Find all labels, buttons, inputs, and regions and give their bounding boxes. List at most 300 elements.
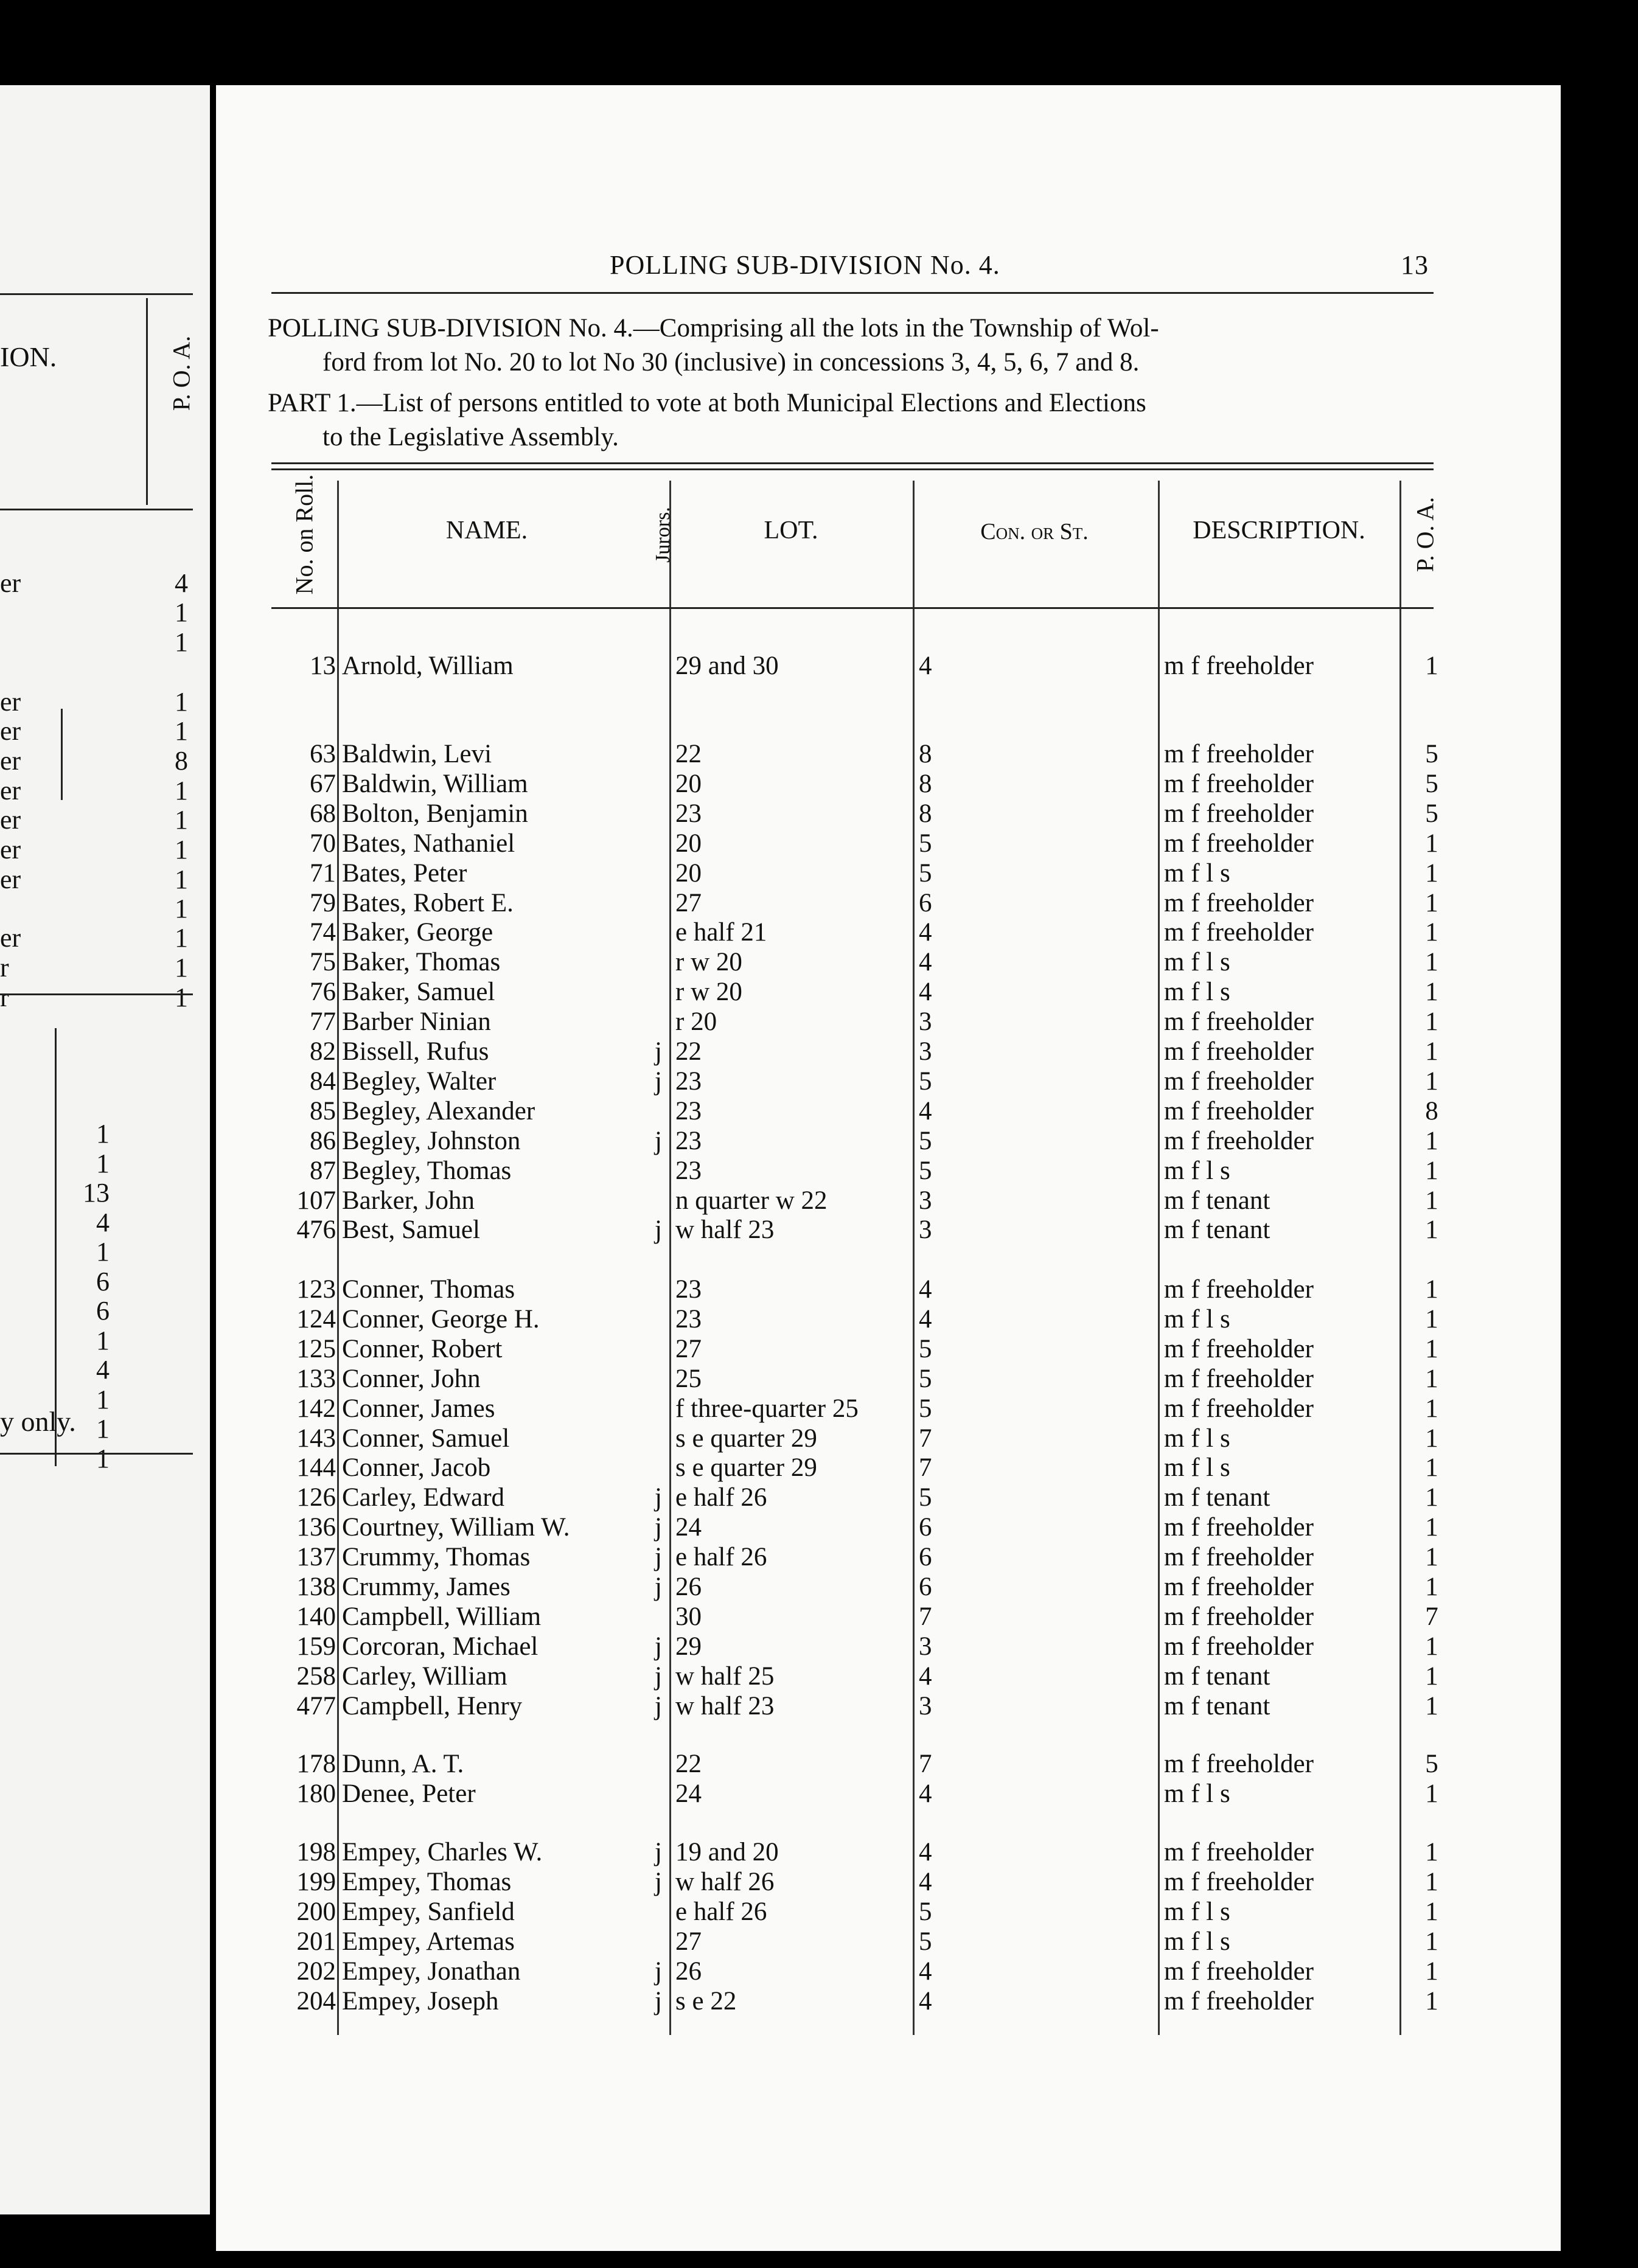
left-page-desc-fragment: er bbox=[0, 746, 21, 776]
left-page-poa-header: P. O. A. bbox=[167, 335, 195, 411]
voter-name: Conner, Robert bbox=[342, 1334, 503, 1363]
juror-mark: j bbox=[655, 1126, 662, 1155]
voter-name: Barker, John bbox=[342, 1186, 475, 1215]
left-page-poa-value: 1 bbox=[96, 1384, 110, 1414]
left-page-poa-value: 1 bbox=[175, 864, 188, 894]
concession-value: 6 bbox=[919, 888, 932, 917]
roll-number: 87 bbox=[310, 1156, 336, 1185]
description-value: m f l s bbox=[1164, 1927, 1230, 1956]
lot-value: 24 bbox=[675, 1779, 702, 1808]
lot-value: 23 bbox=[675, 1156, 702, 1185]
lot-value: 27 bbox=[675, 1927, 702, 1956]
voter-name: Denee, Peter bbox=[342, 1779, 476, 1808]
voter-name: Campbell, William bbox=[342, 1602, 542, 1631]
lot-value: r w 20 bbox=[675, 978, 742, 1007]
description-value: m f freeholder bbox=[1164, 1986, 1314, 2016]
voter-name: Conner, Thomas bbox=[342, 1275, 515, 1304]
poa-value: 1 bbox=[1425, 1986, 1438, 2016]
description-value: m f freeholder bbox=[1164, 1838, 1314, 1866]
concession-value: 5 bbox=[919, 1483, 932, 1512]
concession-value: 7 bbox=[919, 1750, 932, 1778]
concession-value: 7 bbox=[919, 1453, 932, 1483]
voter-name: Empey, Artemas bbox=[342, 1927, 515, 1956]
lot-value: s e quarter 29 bbox=[675, 1424, 817, 1453]
table-row bbox=[0, 917, 1638, 947]
table-row bbox=[0, 1037, 1638, 1066]
roll-number: 136 bbox=[296, 1513, 336, 1542]
roll-number: 13 bbox=[310, 652, 336, 680]
juror-mark: j bbox=[655, 1483, 662, 1512]
poa-value: 1 bbox=[1425, 1453, 1438, 1483]
roll-number: 180 bbox=[296, 1779, 336, 1808]
juror-mark: j bbox=[655, 1066, 662, 1096]
roll-number: 133 bbox=[296, 1364, 336, 1393]
voter-name: Campbell, Henry bbox=[342, 1691, 523, 1720]
table-row bbox=[0, 1897, 1638, 1927]
concession-value: 5 bbox=[919, 858, 932, 888]
lot-value: 27 bbox=[675, 888, 702, 917]
poa-value: 1 bbox=[1425, 1957, 1438, 1986]
left-page-poa-value: 1 bbox=[175, 776, 188, 805]
roll-number: 477 bbox=[296, 1691, 336, 1720]
poa-value: 1 bbox=[1425, 1007, 1438, 1037]
roll-number: 199 bbox=[296, 1867, 336, 1896]
part-line-2: to the Legislative Assembly. bbox=[322, 423, 619, 451]
table-row bbox=[0, 829, 1638, 858]
description-value: m f freeholder bbox=[1164, 1750, 1314, 1778]
concession-value: 7 bbox=[919, 1424, 932, 1453]
poa-value: 1 bbox=[1425, 1927, 1438, 1956]
voter-name: Carley, Edward bbox=[342, 1483, 505, 1512]
description-value: m f freeholder bbox=[1164, 1007, 1314, 1037]
left-page-poa-value: 1 bbox=[175, 627, 188, 657]
poa-value: 1 bbox=[1425, 1838, 1438, 1866]
description-value: m f freeholder bbox=[1164, 1513, 1314, 1542]
concession-value: 6 bbox=[919, 1513, 932, 1542]
poa-value: 1 bbox=[1425, 1779, 1438, 1808]
lot-value: 23 bbox=[675, 1304, 702, 1334]
table-row bbox=[0, 1483, 1638, 1512]
lot-value: 29 bbox=[675, 1632, 702, 1661]
table-row bbox=[0, 1542, 1638, 1572]
lot-value: 23 bbox=[675, 799, 702, 828]
table-row bbox=[0, 1334, 1638, 1364]
left-page-poa-value: 8 bbox=[175, 746, 188, 776]
description-value: m f freeholder bbox=[1164, 1334, 1314, 1363]
poa-value: 7 bbox=[1425, 1602, 1438, 1631]
lot-value: w half 25 bbox=[675, 1661, 775, 1691]
left-page-poa-value: 1 bbox=[175, 894, 188, 924]
lot-value: 22 bbox=[675, 1037, 702, 1066]
description-value: m f freeholder bbox=[1164, 769, 1314, 798]
concession-value: 6 bbox=[919, 1573, 932, 1601]
lot-value: n quarter w 22 bbox=[675, 1186, 828, 1215]
roll-number: 159 bbox=[296, 1632, 336, 1661]
voter-name: Conner, Samuel bbox=[342, 1424, 510, 1453]
table-row bbox=[0, 1572, 1638, 1602]
table-row bbox=[0, 1661, 1638, 1691]
poa-value: 1 bbox=[1425, 1897, 1438, 1926]
description-value: m f tenant bbox=[1164, 1216, 1270, 1245]
left-page-poa-value: 1 bbox=[175, 687, 188, 717]
left-page-desc-fragment: er bbox=[0, 805, 21, 835]
lot-value: 20 bbox=[675, 829, 702, 858]
voter-name: Bates, Nathaniel bbox=[342, 829, 515, 858]
voter-name: Arnold, William bbox=[342, 652, 514, 680]
voter-name: Empey, Joseph bbox=[342, 1986, 499, 2016]
poa-value: 1 bbox=[1425, 1334, 1438, 1363]
description-value: m f freeholder bbox=[1164, 829, 1314, 858]
roll-number: 123 bbox=[296, 1275, 336, 1304]
table-row bbox=[0, 799, 1638, 829]
left-page-poa-value: 1 bbox=[96, 1325, 110, 1355]
roll-number: 204 bbox=[296, 1986, 336, 2016]
poa-value: 1 bbox=[1425, 829, 1438, 858]
roll-number: 137 bbox=[296, 1543, 336, 1572]
poa-value: 1 bbox=[1425, 888, 1438, 917]
table-row bbox=[0, 1215, 1638, 1245]
table-row bbox=[0, 651, 1638, 681]
poa-value: 5 bbox=[1425, 799, 1438, 828]
concession-value: 3 bbox=[919, 1186, 932, 1215]
voter-name: Begley, Alexander bbox=[342, 1096, 535, 1125]
intro-line-2: ford from lot No. 20 to lot No 30 (inclusive) in concessions 3, 4, 5, 6, 7 and 8. bbox=[322, 348, 1140, 377]
concession-value: 4 bbox=[919, 1779, 932, 1808]
lot-value: 22 bbox=[675, 1750, 702, 1778]
voter-name: Baldwin, Levi bbox=[342, 740, 492, 768]
poa-value: 1 bbox=[1425, 1632, 1438, 1661]
roll-number: 138 bbox=[296, 1573, 336, 1601]
lot-value: 25 bbox=[675, 1364, 702, 1393]
running-head-title: POLLING SUB-DIVISION No. 4. bbox=[610, 250, 1000, 280]
left-page-poa-value: 6 bbox=[96, 1296, 110, 1326]
roll-number: 68 bbox=[310, 799, 336, 828]
left-page-desc-fragment: er bbox=[0, 568, 21, 598]
roll-number: 107 bbox=[296, 1186, 336, 1215]
lot-value: f three-quarter 25 bbox=[675, 1394, 859, 1423]
concession-value: 8 bbox=[919, 769, 932, 798]
voter-name: Barber Ninian bbox=[342, 1007, 491, 1037]
concession-value: 4 bbox=[919, 1661, 932, 1691]
header-description: DESCRIPTION. bbox=[1193, 517, 1365, 544]
concession-value: 4 bbox=[919, 1986, 932, 2016]
poa-value: 1 bbox=[1425, 1394, 1438, 1423]
table-row bbox=[0, 1779, 1638, 1809]
roll-number: 126 bbox=[296, 1483, 336, 1512]
poa-value: 1 bbox=[1425, 948, 1438, 977]
poa-value: 1 bbox=[1425, 1216, 1438, 1245]
description-value: m f freeholder bbox=[1164, 1275, 1314, 1304]
table-row bbox=[0, 1927, 1638, 1957]
juror-mark: j bbox=[655, 1691, 662, 1720]
table-row bbox=[0, 1066, 1638, 1096]
lot-value: 24 bbox=[675, 1513, 702, 1542]
juror-mark: j bbox=[655, 1632, 662, 1661]
roll-number: 198 bbox=[296, 1838, 336, 1866]
table-row bbox=[0, 1007, 1638, 1037]
left-page-poa-value: 1 bbox=[175, 923, 188, 953]
description-value: m f freeholder bbox=[1164, 1364, 1314, 1393]
left-page-desc-fragment: r bbox=[0, 953, 9, 983]
header-no-on-roll: No. on Roll. bbox=[290, 474, 318, 595]
left-page-poa-value: 1 bbox=[96, 1443, 110, 1473]
description-value: m f freeholder bbox=[1164, 1037, 1314, 1066]
roll-number: 258 bbox=[296, 1661, 336, 1691]
description-value: m f freeholder bbox=[1164, 888, 1314, 917]
description-value: m f tenant bbox=[1164, 1483, 1270, 1512]
description-value: m f l s bbox=[1164, 1453, 1230, 1483]
concession-value: 3 bbox=[919, 1216, 932, 1245]
roll-number: 63 bbox=[310, 740, 336, 768]
lot-value: 23 bbox=[675, 1096, 702, 1125]
left-page-desc-fragment: er bbox=[0, 687, 21, 717]
table-row bbox=[0, 858, 1638, 888]
roll-number: 77 bbox=[310, 1007, 336, 1037]
poa-value: 1 bbox=[1425, 1867, 1438, 1896]
table-row bbox=[0, 1096, 1638, 1126]
left-page-poa-value: 1 bbox=[175, 983, 188, 1012]
concession-value: 5 bbox=[919, 1364, 932, 1393]
voter-name: Baker, George bbox=[342, 918, 493, 947]
description-value: m f freeholder bbox=[1164, 1066, 1314, 1096]
concession-value: 3 bbox=[919, 1007, 932, 1037]
roll-number: 178 bbox=[296, 1750, 336, 1778]
concession-value: 4 bbox=[919, 1304, 932, 1334]
description-value: m f freeholder bbox=[1164, 652, 1314, 680]
concession-value: 5 bbox=[919, 1334, 932, 1363]
left-page-desc-fragment: er bbox=[0, 776, 21, 805]
roll-number: 125 bbox=[296, 1334, 336, 1363]
concession-value: 5 bbox=[919, 1066, 932, 1096]
lot-value: w half 23 bbox=[675, 1691, 775, 1720]
description-value: m f l s bbox=[1164, 978, 1230, 1007]
lot-value: 29 and 30 bbox=[675, 652, 779, 680]
left-page-footer-fragment: y only. bbox=[0, 1406, 76, 1437]
roll-number: 202 bbox=[296, 1957, 336, 1986]
description-value: m f freeholder bbox=[1164, 740, 1314, 768]
juror-mark: j bbox=[655, 1867, 662, 1896]
left-page-poa-value: 4 bbox=[96, 1355, 110, 1385]
roll-number: 124 bbox=[296, 1304, 336, 1334]
table-row bbox=[0, 1512, 1638, 1542]
table-row bbox=[0, 1837, 1638, 1867]
poa-value: 1 bbox=[1425, 1543, 1438, 1572]
concession-value: 4 bbox=[919, 1096, 932, 1125]
description-value: m f l s bbox=[1164, 1304, 1230, 1334]
lot-value: e half 21 bbox=[675, 918, 767, 947]
description-value: m f tenant bbox=[1164, 1661, 1270, 1691]
description-value: m f freeholder bbox=[1164, 1394, 1314, 1423]
table-row bbox=[0, 1186, 1638, 1216]
roll-number: 86 bbox=[310, 1126, 336, 1155]
table-row bbox=[0, 1394, 1638, 1424]
left-page-poa-value: 4 bbox=[96, 1207, 110, 1237]
header-bottom-rule bbox=[271, 607, 1434, 609]
voter-name: Corcoran, Michael bbox=[342, 1632, 538, 1661]
roll-number: 71 bbox=[310, 858, 336, 888]
concession-value: 8 bbox=[919, 740, 932, 768]
voter-name: Empey, Thomas bbox=[342, 1867, 512, 1896]
roll-number: 82 bbox=[310, 1037, 336, 1066]
header-name: NAME. bbox=[445, 517, 528, 544]
left-page-desc-fragment: r bbox=[0, 983, 9, 1012]
voter-name: Bates, Robert E. bbox=[342, 888, 514, 917]
voter-name: Dunn, A. T. bbox=[342, 1750, 464, 1778]
poa-value: 1 bbox=[1425, 1661, 1438, 1691]
description-value: m f freeholder bbox=[1164, 1126, 1314, 1155]
poa-value: 1 bbox=[1425, 1573, 1438, 1601]
left-page-rule bbox=[0, 293, 193, 295]
voter-name: Carley, William bbox=[342, 1661, 507, 1691]
lot-value: 22 bbox=[675, 740, 702, 768]
table-top-rule-double bbox=[271, 468, 1434, 470]
left-page-poa-value: 13 bbox=[83, 1178, 110, 1208]
poa-value: 1 bbox=[1425, 1066, 1438, 1096]
concession-value: 4 bbox=[919, 978, 932, 1007]
lot-value: 20 bbox=[675, 858, 702, 888]
roll-number: 200 bbox=[296, 1897, 336, 1926]
left-page-rule bbox=[0, 509, 193, 510]
voter-name: Conner, George H. bbox=[342, 1304, 540, 1334]
lot-value: 26 bbox=[675, 1957, 702, 1986]
poa-value: 1 bbox=[1425, 918, 1438, 947]
description-value: m f freeholder bbox=[1164, 1543, 1314, 1572]
juror-mark: j bbox=[655, 1543, 662, 1572]
left-page-poa-value: 4 bbox=[175, 568, 188, 598]
juror-mark: j bbox=[655, 1037, 662, 1066]
left-page-poa-value: 1 bbox=[96, 1414, 110, 1444]
description-value: m f freeholder bbox=[1164, 1632, 1314, 1661]
table-row bbox=[0, 1749, 1638, 1779]
lot-value: r w 20 bbox=[675, 948, 742, 977]
poa-value: 1 bbox=[1425, 1691, 1438, 1720]
juror-mark: j bbox=[655, 1216, 662, 1245]
description-value: m f freeholder bbox=[1164, 1602, 1314, 1631]
concession-value: 5 bbox=[919, 1927, 932, 1956]
voter-name: Crummy, James bbox=[342, 1573, 511, 1601]
header-jurors: Jurors. bbox=[652, 507, 674, 563]
description-value: m f freeholder bbox=[1164, 799, 1314, 828]
poa-value: 1 bbox=[1425, 1513, 1438, 1542]
voter-name: Conner, Jacob bbox=[342, 1453, 491, 1483]
voter-name: Courtney, William W. bbox=[342, 1513, 570, 1542]
lot-value: 19 and 20 bbox=[675, 1838, 779, 1866]
voter-name: Best, Samuel bbox=[342, 1216, 480, 1245]
lot-value: 23 bbox=[675, 1275, 702, 1304]
lot-value: 26 bbox=[675, 1573, 702, 1601]
poa-value: 1 bbox=[1425, 652, 1438, 680]
header-poa: P. O. A. bbox=[1411, 496, 1439, 572]
poa-value: 5 bbox=[1425, 1750, 1438, 1778]
concession-value: 3 bbox=[919, 1632, 932, 1661]
table-row bbox=[0, 1275, 1638, 1304]
description-value: m f freeholder bbox=[1164, 918, 1314, 947]
left-page-poa-value: 1 bbox=[175, 716, 188, 746]
table-row bbox=[0, 1304, 1638, 1334]
description-value: m f l s bbox=[1164, 1897, 1230, 1926]
concession-value: 3 bbox=[919, 1037, 932, 1066]
table-row bbox=[0, 1957, 1638, 1986]
left-page-desc-fragment: er bbox=[0, 923, 21, 953]
table-row bbox=[0, 1632, 1638, 1661]
voter-name: Baker, Thomas bbox=[342, 948, 501, 977]
voter-name: Begley, Thomas bbox=[342, 1156, 512, 1185]
concession-value: 4 bbox=[919, 1867, 932, 1896]
description-value: m f freeholder bbox=[1164, 1957, 1314, 1986]
left-page-poa-value: 1 bbox=[175, 597, 188, 627]
juror-mark: j bbox=[655, 1838, 662, 1866]
voter-name: Empey, Sanfield bbox=[342, 1897, 515, 1926]
voter-name: Begley, Walter bbox=[342, 1066, 497, 1096]
poa-value: 5 bbox=[1425, 769, 1438, 798]
voter-name: Bolton, Benjamin bbox=[342, 799, 528, 828]
roll-number: 74 bbox=[310, 918, 336, 947]
description-value: m f freeholder bbox=[1164, 1573, 1314, 1601]
table-row bbox=[0, 947, 1638, 977]
description-value: m f l s bbox=[1164, 948, 1230, 977]
concession-value: 7 bbox=[919, 1602, 932, 1631]
poa-value: 1 bbox=[1425, 1186, 1438, 1215]
concession-value: 4 bbox=[919, 1838, 932, 1866]
concession-value: 5 bbox=[919, 1897, 932, 1926]
voter-name: Conner, John bbox=[342, 1364, 481, 1393]
concession-value: 4 bbox=[919, 1275, 932, 1304]
running-head-rule bbox=[271, 292, 1434, 294]
roll-number: 142 bbox=[296, 1394, 336, 1423]
left-page-column-rule bbox=[146, 298, 148, 505]
concession-value: 6 bbox=[919, 1543, 932, 1572]
left-page-desc-fragment: er bbox=[0, 864, 21, 894]
voter-name: Bissell, Rufus bbox=[342, 1037, 489, 1066]
lot-value: w half 26 bbox=[675, 1867, 775, 1896]
voter-name: Empey, Jonathan bbox=[342, 1957, 521, 1986]
roll-number: 144 bbox=[296, 1453, 336, 1483]
table-row bbox=[0, 1364, 1638, 1394]
juror-mark: j bbox=[655, 1986, 662, 2016]
left-page-poa-value: 1 bbox=[96, 1148, 110, 1178]
lot-value: 23 bbox=[675, 1126, 702, 1155]
table-row bbox=[0, 977, 1638, 1007]
lot-value: e half 26 bbox=[675, 1483, 767, 1512]
table-row bbox=[0, 739, 1638, 769]
description-value: m f freeholder bbox=[1164, 1867, 1314, 1896]
roll-number: 70 bbox=[310, 829, 336, 858]
roll-number: 75 bbox=[310, 948, 336, 977]
description-value: m f tenant bbox=[1164, 1691, 1270, 1720]
voter-name: Bates, Peter bbox=[342, 858, 467, 888]
description-value: m f l s bbox=[1164, 1779, 1230, 1808]
poa-value: 1 bbox=[1425, 1126, 1438, 1155]
concession-value: 5 bbox=[919, 1156, 932, 1185]
juror-mark: j bbox=[655, 1573, 662, 1601]
left-page-poa-value: 1 bbox=[175, 835, 188, 864]
left-page-poa-value: 1 bbox=[96, 1237, 110, 1267]
poa-value: 1 bbox=[1425, 1304, 1438, 1334]
poa-value: 1 bbox=[1425, 1364, 1438, 1393]
page-number: 13 bbox=[1401, 250, 1429, 280]
concession-value: 4 bbox=[919, 652, 932, 680]
poa-value: 1 bbox=[1425, 1275, 1438, 1304]
concession-value: 8 bbox=[919, 799, 932, 828]
description-value: m f freeholder bbox=[1164, 1096, 1314, 1125]
table-row bbox=[0, 1602, 1638, 1632]
header-lot: LOT. bbox=[764, 517, 818, 544]
description-value: m f l s bbox=[1164, 1156, 1230, 1185]
poa-value: 1 bbox=[1425, 978, 1438, 1007]
roll-number: 140 bbox=[296, 1602, 336, 1631]
table-row bbox=[0, 769, 1638, 799]
poa-value: 5 bbox=[1425, 740, 1438, 768]
